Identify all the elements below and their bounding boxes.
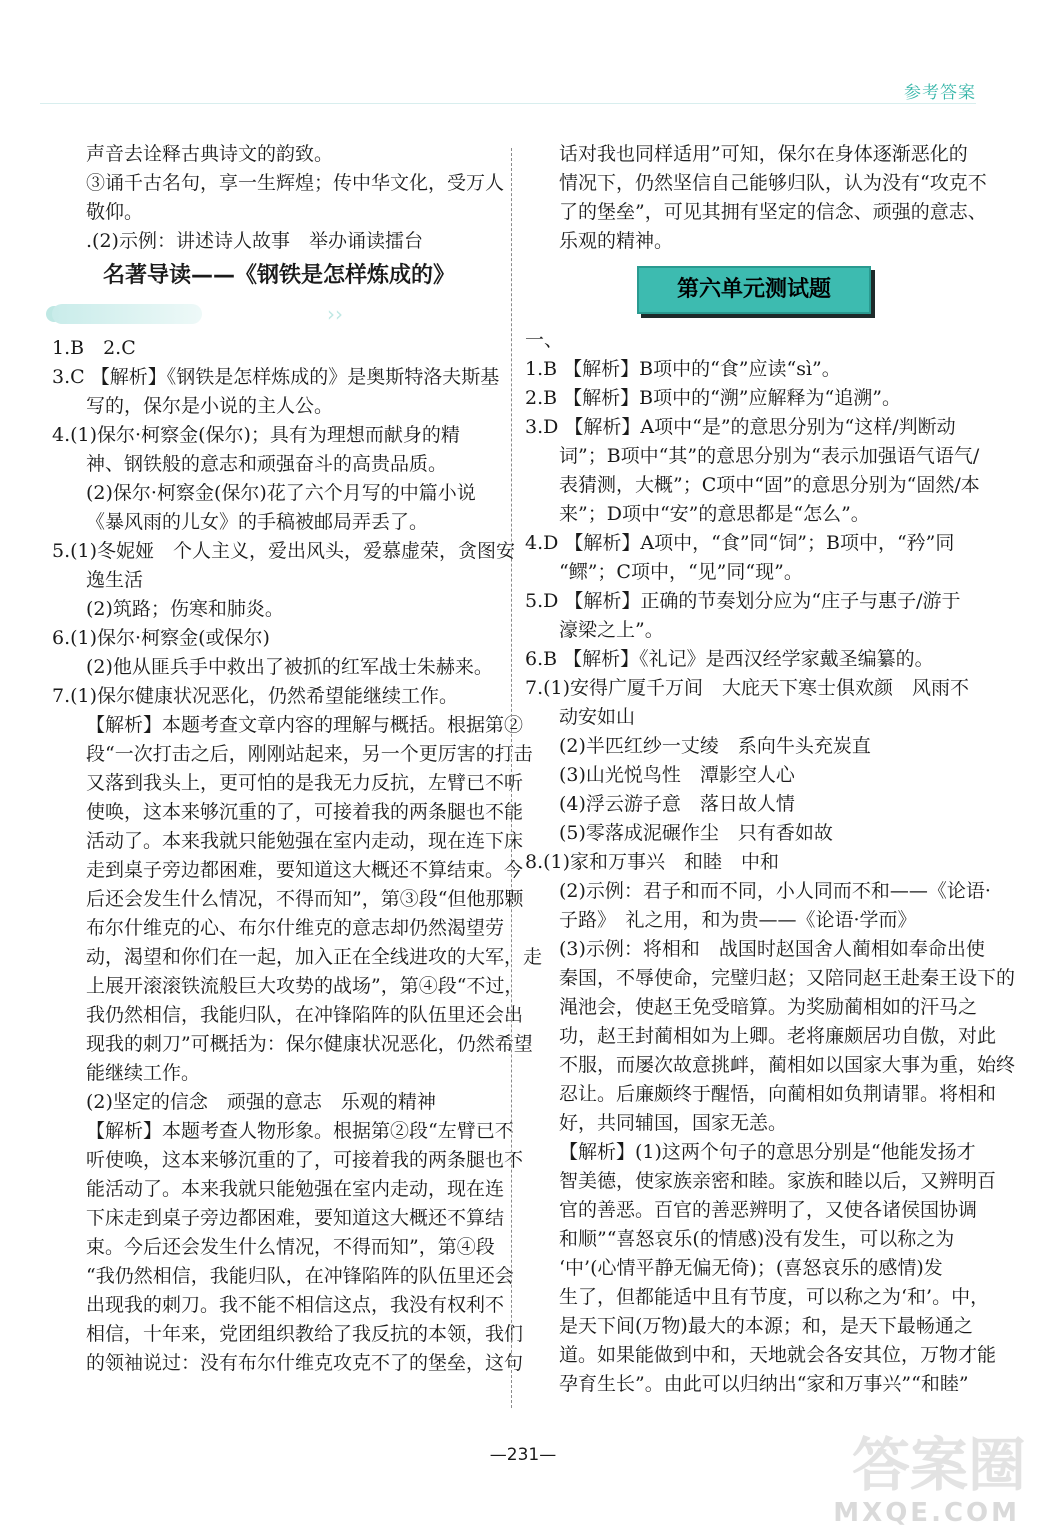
text-line: 神、钢铁般的意志和顽强奋斗的高贵品质。 (86, 453, 448, 475)
text-line: 【解析】本题考查文章内容的理解与概括。根据第② (86, 714, 524, 736)
text-line: (2)保尔·柯察金(保尔)花了六个月写的中篇小说 (86, 482, 476, 504)
text-line: 【解析】本题考查人物形象。根据第②段“左臂已不 (86, 1120, 514, 1142)
text-line: 一、 (525, 329, 564, 351)
text-line: 好，共同辅国，国家无恙。 (559, 1112, 788, 1134)
text-line: 5.D 【解析】正确的节奏划分应为“庄子与惠子/游于 (525, 590, 961, 612)
check-banner (42, 298, 492, 328)
text-line: 走到桌子旁边都困难，要知道这大概还不算结束。今 (86, 859, 524, 881)
text-line: 忍让。后廉颇终于醒悟，向蔺相如负荆请罪。将相和 (559, 1083, 997, 1105)
watermark-top: 答案圈 (851, 1431, 1026, 1499)
text-line: 孕育生长”。由此可以归纳出“家和万事兴”“和睦” (559, 1373, 969, 1395)
text-line: (2)坚定的信念 顽强的意志 乐观的精神 (86, 1091, 436, 1113)
right-top-lines (525, 140, 987, 256)
text-line: .(2)示例：讲述诗人故事 举办诵读擂台 (86, 230, 423, 252)
page-number: —231— (489, 1445, 557, 1465)
text-line: 动，渴望和你们在一起，加入正在全线进攻的大军，走 (86, 946, 543, 968)
text-line: 7.(1)安得广厦千万间 大庇天下寒士俱欢颜 风雨不 (525, 677, 970, 699)
text-line: 秦国，不辱使命，完璧归赵；又陪同赵王赴秦王设下的 (559, 967, 1016, 989)
text-line: 的领袖说过：没有布尔什维克攻克不了的堡垒，这句 (86, 1352, 524, 1374)
unit-title: 第六单元测试题 (637, 266, 871, 314)
text-line: 段“一次打击之后，刚刚站起来，另一个更厉害的打击 (86, 743, 533, 765)
text-line: 3.C 【解析】《钢铁是怎样炼成的》是奥斯特洛夫斯基 (52, 366, 500, 388)
text-line: 下床走到桌子旁边都困难，要知道这大概还不算结 (86, 1207, 505, 1229)
text-line: 子路》 礼之用，和为贵——《论语·学而》 (559, 909, 917, 931)
text-line: 动安如山 (559, 706, 636, 728)
unit-title-wrap (525, 256, 980, 326)
text-line: ‘中’(心情平静无偏无倚)；(喜怒哀乐的感情)发 (559, 1257, 943, 1279)
text-line: “鳏”；C项中，“见”同“现”。 (559, 561, 803, 583)
column-divider (511, 148, 512, 1408)
text-line: 话对我也同样适用”可知，保尔在身体逐渐恶化的 (559, 143, 968, 165)
text-line: 了的堡垒”，可见其拥有坚定的信念、顽强的意志、 (559, 201, 987, 223)
text-line: 活动了。本来我就只能勉强在室内走动，现在连下床 (86, 830, 524, 852)
text-line: 后还会发生什么情况，不得而知”，第③段“但他那颗 (86, 888, 524, 910)
text-line: 功，赵王封蔺相如为上卿。老将廉颇居功自傲，对此 (559, 1025, 997, 1047)
text-line: 听使唤，这本来够沉重的了，可接着我的两条腿也不 (86, 1149, 524, 1171)
text-line: “我仍然相信，我能归队，在冲锋陷阵的队伍里还会 (86, 1265, 514, 1287)
text-line: 不服，而屡次故意挑衅，蔺相如以国家大事为重，始终 (559, 1054, 1016, 1076)
watermark-logo (833, 1418, 1026, 1528)
text-line: 濠梁之上”。 (559, 619, 664, 641)
text-line: 出现我的刺刀。我不能不相信这点，我没有权利不 (86, 1294, 505, 1316)
text-line: 相信，十年来，党团组织教给了我反抗的本领，我们 (86, 1323, 524, 1345)
text-line: 来”；D项中“安”的意思都是“怎么”。 (559, 503, 870, 525)
text-line: 道。如果能做到中和，天地就会各安其位，万物才能 (559, 1344, 997, 1366)
text-line: 7.(1)保尔健康状况恶化，仍然希望能继续工作。 (52, 685, 459, 707)
text-line: 1.B 【解析】B项中的“食”应读“sì”。 (525, 358, 841, 380)
text-line: 表猜测，大概”；C项中“固”的意思分别为“固然/本 (559, 474, 980, 496)
text-line: 官的善恶。百官的善恶辨明了，又使各诸侯国协调 (559, 1199, 978, 1221)
text-line: 1.B 2.C (52, 337, 136, 359)
left-column (52, 140, 543, 1378)
text-line: 束。今后还会发生什么情况，不得而知”，第④段 (86, 1236, 495, 1258)
text-line: 声音去诠释古典诗文的韵致。 (86, 143, 334, 165)
text-line: 2.B 【解析】B项中的“溯”应解释为“追溯”。 (525, 387, 901, 409)
text-line: 《暴风雨的儿女》的手稿被邮局弄丢了。 (86, 511, 429, 533)
text-line: 敬仰。 (86, 201, 144, 223)
text-line: (2)筑路；伤寒和肺炎。 (86, 598, 284, 620)
text-line: 是天下间(万物)最大的本源；和，是天下最畅通之 (559, 1315, 973, 1337)
text-line: 【解析】(1)这两个句子的意思分别是“他能发扬才 (559, 1141, 976, 1163)
text-line: 和顺”“喜怒哀乐(的情感)没有发生，可以称之为 (559, 1228, 955, 1250)
text-line: (3)山光悦鸟性 潭影空人心 (559, 764, 795, 786)
watermark-bottom: MXQE.COM (833, 1498, 1020, 1528)
text-line: 上展开滚滚铁流般巨大攻势的战场”，第④段“不过， (86, 975, 524, 997)
text-line: 我仍然相信，我能归队，在冲锋陷阵的队伍里还会出 (86, 1004, 524, 1026)
text-line: 情况下，仍然坚信自己能够归队，认为没有“攻克不 (559, 172, 987, 194)
text-line: (2)他从匪兵手中救出了被抓的红军战士朱赫来。 (86, 656, 493, 678)
text-line: 写的，保尔是小说的主人公。 (86, 395, 334, 417)
right-answer-lines (525, 326, 1016, 1399)
text-line: (5)零落成泥碾作尘 只有香如故 (559, 822, 833, 844)
text-line: 布尔什维克的心、布尔什维克的意志却仍然渴望劳 (86, 917, 505, 939)
text-line: (2)示例：君子和而不同，小人同而不和——《论语· (559, 880, 991, 902)
text-line: 4.(1)保尔·柯察金(保尔)；具有为理想而献身的精 (52, 424, 460, 446)
text-line: 3.D 【解析】A项中“是”的意思分别为“这样/判断动 (525, 416, 956, 438)
header-rule (40, 103, 976, 104)
text-line: (4)浮云游子意 落日故人情 (559, 793, 795, 815)
left-top-lines (52, 140, 505, 256)
text-line: 又落到我头上，更可怕的是我无力反抗，左臂已不听 (86, 772, 524, 794)
text-line: 乐观的精神。 (559, 230, 674, 252)
text-line: 能继续工作。 (86, 1062, 201, 1084)
right-column (525, 140, 1016, 1399)
section-title: 名著导读——《钢铁是怎样炼成的》 (102, 263, 455, 288)
text-line: 6.(1)保尔·柯察金(或保尔) (52, 627, 270, 649)
check-banner-pill (52, 304, 202, 324)
text-line: 词”；B项中“其”的意思分别为“表示加强语气语气/ (559, 445, 980, 467)
text-line: (2)半匹红纱一丈绫 系向牛头充炭直 (559, 735, 871, 757)
text-line: ③诵千古名句，享一生辉煌；传中华文化，受万人 (86, 172, 505, 194)
header-section-tag: 参考答案 (904, 83, 976, 103)
text-line: 4.D 【解析】A项中，“食”同“饲”；B项中，“矜”同 (525, 532, 955, 554)
text-line: 现我的刺刀”可概括为：保尔健康状况恶化，仍然希望 (86, 1033, 533, 1055)
text-line: 智美德，使家族亲密和睦。家族和睦以后，又辨明百 (559, 1170, 997, 1192)
text-line: 逸生活 (86, 569, 144, 591)
text-line: 使唤，这本来够沉重的了，可接着我的两条腿也不能 (86, 801, 524, 823)
text-line: (3)示例：将相和 战国时赵国舍人蔺相如奉命出使 (559, 938, 985, 960)
text-line: 8.(1)家和万事兴 和睦 中和 (525, 851, 780, 873)
text-line: 6.B 【解析】《礼记》是西汉经学家戴圣编纂的。 (525, 648, 934, 670)
chevron-right-icon: ›› (327, 302, 343, 326)
text-line: 5.(1)冬妮娅 个人主义，爱出风头，爱慕虚荣，贪图安 (52, 540, 516, 562)
text-line: 生了，但都能适中且有节度，可以称之为‘和’。中， (559, 1286, 990, 1308)
left-answer-lines (52, 334, 543, 1378)
text-line: 能活动了。本来我就只能勉强在室内走动，现在连 (86, 1178, 505, 1200)
text-line: 渑池会，使赵王免受暗算。为奖励蔺相如的汗马之 (559, 996, 978, 1018)
